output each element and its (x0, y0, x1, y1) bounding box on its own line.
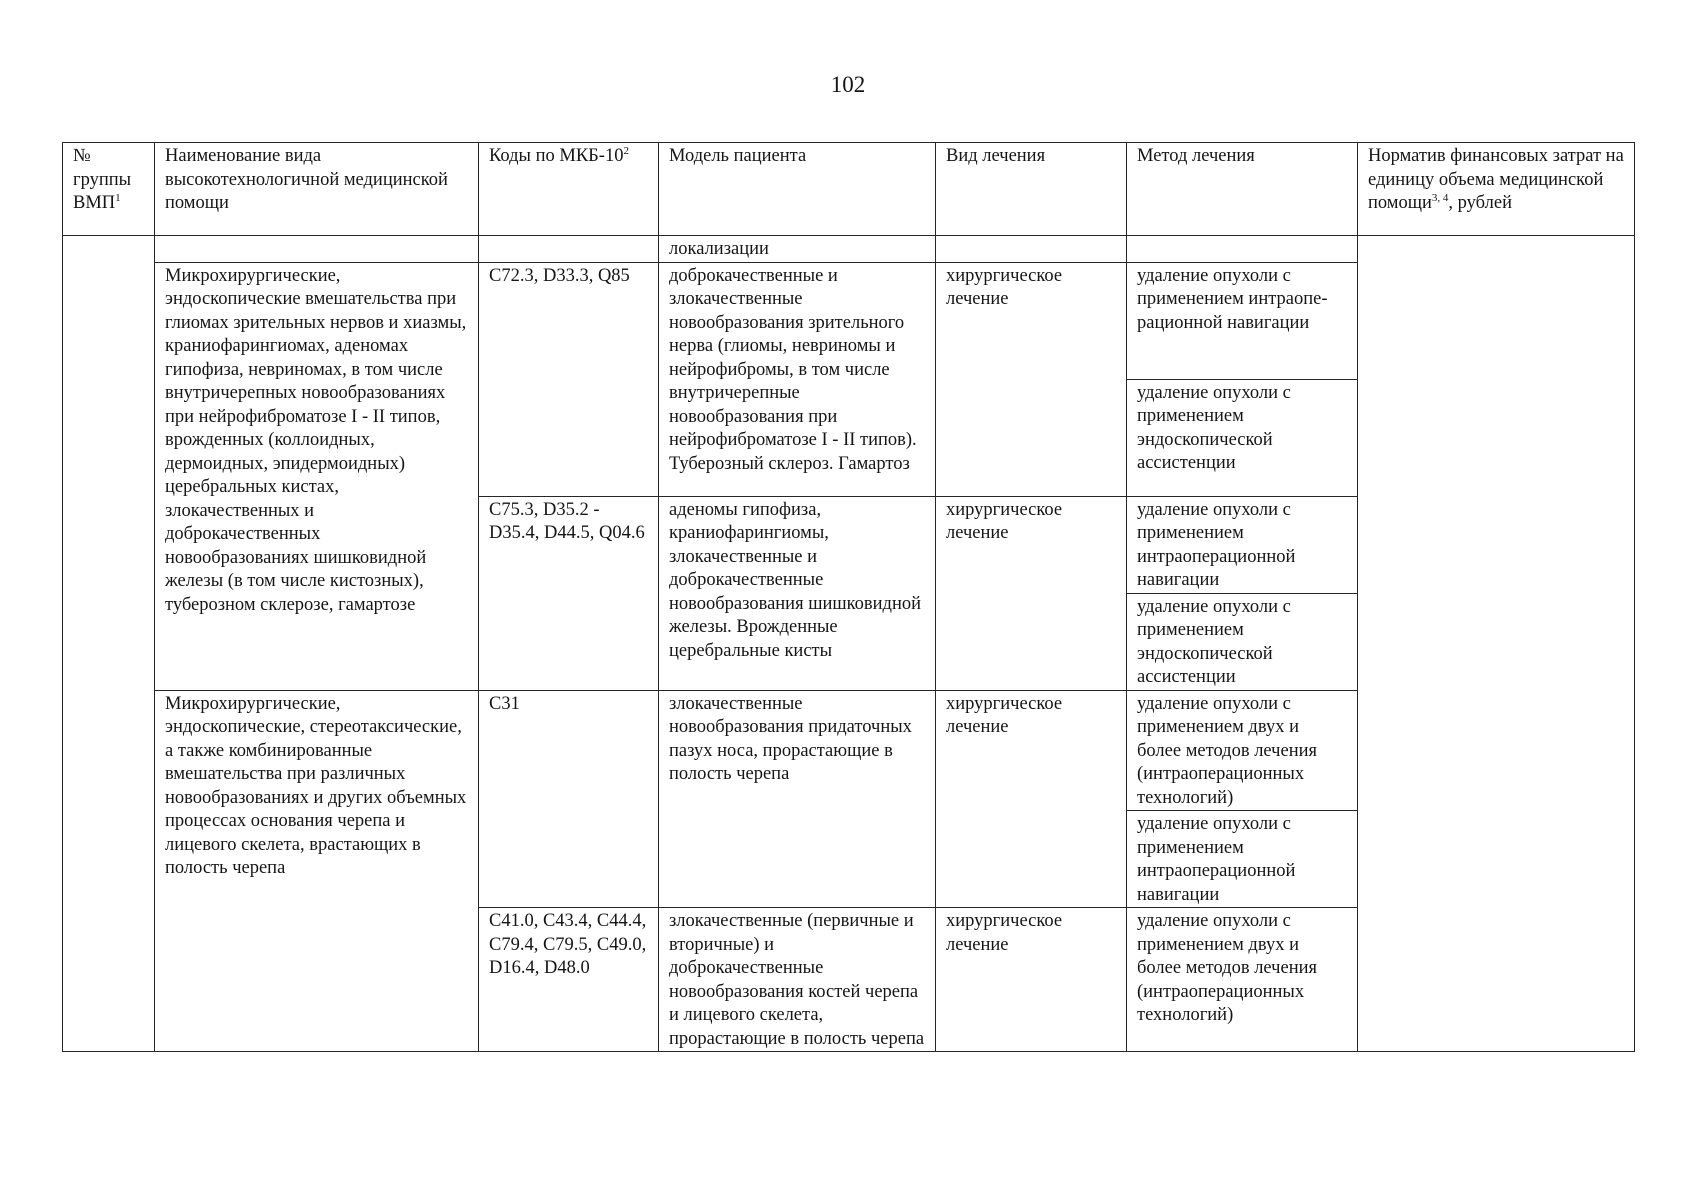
header-group-number: № группы ВМП$^1$ (63, 143, 155, 236)
header-icd-codes: Коды по МКБ-$10^2$ (479, 143, 659, 236)
name-cell (155, 236, 479, 263)
codes-cell: C72.3, D33.3, Q85 (479, 262, 659, 496)
table-row (63, 236, 1635, 263)
table-header-row (63, 143, 1635, 236)
model-cell: локализации (659, 236, 936, 263)
model-cell: злокачественные (первичные и вторичные) и доброкачественные новообразования костей черепа и лицевого скелета, прорастающие в полость черепа (659, 908, 936, 1052)
header-patient-model: Модель пациента (659, 143, 936, 236)
method-cell: удаление опухоли с применением двух и более методов лечения (интраоперационных технологий) (1127, 690, 1358, 811)
type-cell: хирургическое лечение (936, 908, 1127, 1052)
codes-cell: C31 (479, 690, 659, 908)
method-cell: удаление опухоли с применением интраоперационной навигации (1127, 811, 1358, 908)
method-cell: удаление опухоли с применением двух и более методов лечения (интраоперационных технологий) (1127, 908, 1358, 1052)
method-cell: удаление опухоли с применением эндоскопической ассистенции (1127, 593, 1358, 690)
group-number-cell (63, 236, 155, 1052)
name-cell: Микрохирургические, эндоскопические вмешательства при глиомах зрительных нервов и хиазмы, краниофарингиомах, аденомах гипофиза, невриномах, в том числе внутричерепных новообразованиях при нейрофиброматозе I - II типов, врожденных (коллоидных, дермоидных, эпидермоидных) церебральных кистах, злокачественных и доброкачественных новообразованиях шишковидной железы (в том числе кистозных), туберозном склерозе, гамартозе (155, 262, 479, 690)
name-cell: Микрохирургические, эндоскопические, стереотаксические, а также комбинированные вмешательства при различных новообразованиях и других объемных процессах основания черепа и лицевого скелета, врастающих в полость черепа (155, 690, 479, 1052)
codes-cell: C41.0, C43.4, C44.4, C79.4, C79.5, C49.0, D16.4, D48.0 (479, 908, 659, 1052)
method-cell: удаление опухоли с применением интраоперационной навигации (1127, 496, 1358, 593)
model-cell: аденомы гипофиза, краниофарингиомы, злокачественные и доброкачественные новообразования шишковидной железы. Врожденные церебральные кисты (659, 496, 936, 690)
page-number: 102 (830, 72, 866, 97)
model-cell: доброкачественные и злокачественные новообразования зрительного нерва (глиомы, невриномы и нейрофибромы, в том числе внутричерепные новообразования при нейрофиброматозе I - II типов). Туберозный склероз. Гамартоз (659, 262, 936, 496)
method-cell (1127, 236, 1358, 263)
codes-cell: C75.3, D35.2 - D35.4, D44.5, Q04.6 (479, 496, 659, 690)
codes-cell (479, 236, 659, 263)
header-treatment-type: Вид лечения (936, 143, 1127, 236)
method-cell: удаление опухоли с применением интраопе- рационной навигации (1127, 262, 1358, 379)
type-cell: хирургическое лечение (936, 690, 1127, 908)
type-cell: хирургическое лечение (936, 496, 1127, 690)
type-cell (936, 236, 1127, 263)
financial-norm-cell (1358, 236, 1635, 1052)
header-financial-norm: Норматив финансовых затрат на единицу объема медицинской помощи$^{3, 4}$, рублей (1358, 143, 1635, 236)
header-treatment-method: Метод лечения (1127, 143, 1358, 236)
type-cell: хирургическое лечение (936, 262, 1127, 496)
header-care-type-name: Наименование вида высокотехнологичной медицинской помощи (155, 143, 479, 236)
vmp-table (62, 142, 1635, 1052)
method-cell: удаление опухоли с применением эндоскопической ассистенции (1127, 379, 1358, 496)
model-cell: злокачественные новообразования придаточных пазух носа, прорастающие в полость черепа (659, 690, 936, 908)
